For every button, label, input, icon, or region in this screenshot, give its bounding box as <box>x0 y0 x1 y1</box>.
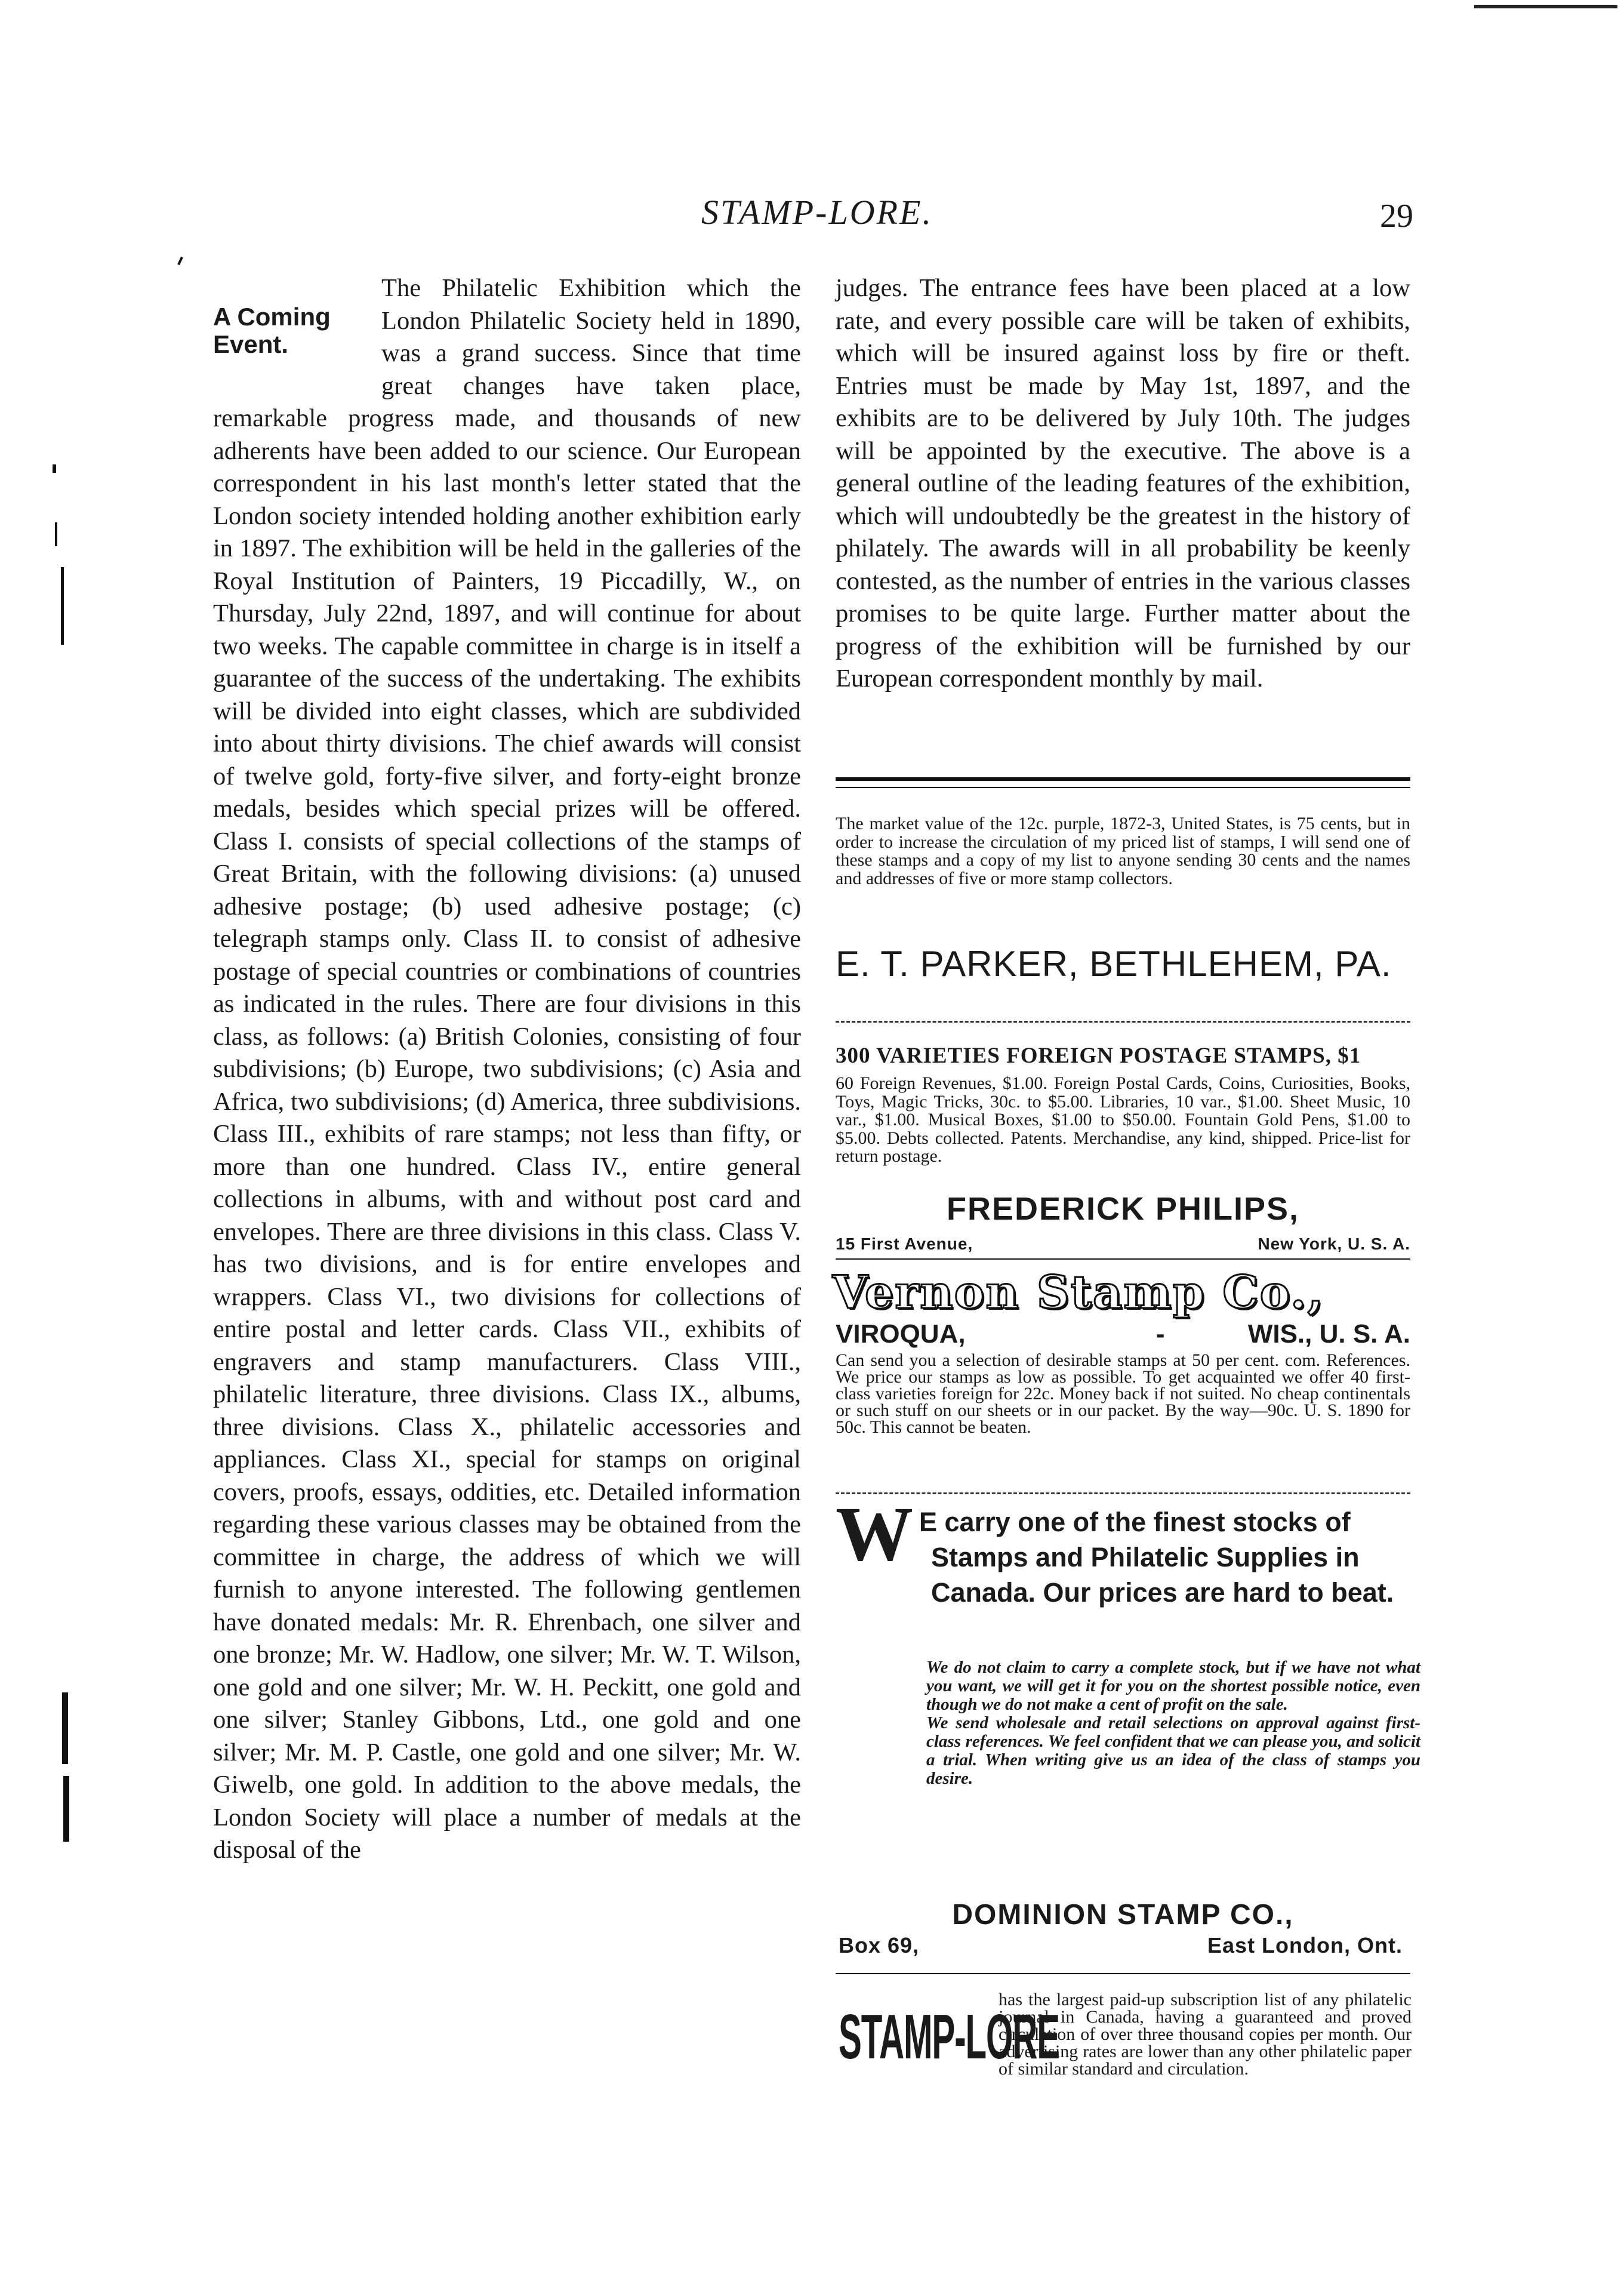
dominion-address-box: Box 69, <box>839 1933 920 1957</box>
parker-ad-body: The market value of the 12c. purple, 1872-3, United States, is 75 cents, but in order to increase the circulation of my priced list of stamps, I will send one of these stamps and a copy of my list to anyone sending 30 cents and the names and addresses of five or more stamp collectors. <box>836 814 1410 888</box>
margin-mark <box>61 567 64 645</box>
philips-address-city: New York, U. S. A. <box>1258 1235 1410 1253</box>
dominion-ad-address <box>839 1933 1403 1958</box>
philips-ad-body: 60 Foreign Revenues, $1.00. Foreign Postal Cards, Coins, Curiosities, Books, Toys, Magic Tricks, 30c. to $5.00. Libraries, 10 var., $1.00. Sheet Music, 10 var., $1.00. Musical Boxes, $1.00 to $50.00. Fountain Gold Pens, $1.00 to $5.00. Debts collected. Patents. Merchandise, any kind, shipped. Price-list for return postage. <box>836 1073 1410 1166</box>
stamplore-ad <box>839 1991 1412 2082</box>
stamplore-logo: STAMP-LORE <box>839 2002 1060 2072</box>
margin-mark <box>62 1692 68 1764</box>
dominion-ad-italic <box>926 1658 1420 1788</box>
top-edge-rule <box>1474 5 1617 8</box>
vernon-address-dash: - <box>1155 1319 1165 1349</box>
article-paragraph-continued: judges. The entrance fees have been placed at a low rate, and every possible care will be taken of exhibits, which will be insured against loss by fire or theft. Entries must be made by May 1st, 1897, and the exhibits are to be delivered by July 10th. The judges will be appointed by the executive. The above is a general outline of the leading features of the exhibition, which will undoubtedly be the greatest in the history of philately. The awards will in all probability be keenly contested, as the number of entries in the various classes promises to be quite large. Further matter about the progress of the exhibition will be furnished by our European correspondent monthly by mail. <box>836 274 1410 692</box>
dominion-address-city: East London, Ont. <box>1207 1933 1403 1957</box>
philips-ad-address <box>836 1235 1410 1254</box>
section-rule <box>836 787 1410 788</box>
philips-ad-text <box>836 1075 1410 1166</box>
article-paragraph: The Philatelic Exhibition which the London Philatelic Society held in 1890, was a grand success. Since that time great changes have taken place, remarkable progress made, and thousands of new adherents have been added to our science. Our European correspondent in his last month's letter stated that the London society intended holding another exhibition early in 1897. The exhibition will be held in the galleries of the Royal Institution of Painters, 19 Piccadilly, W., on Thursday, July 22nd, 1897, and will continue for about two weeks. The capable committee in charge is in itself a guarantee of the success of the undertaking. The exhibits will be divided into eight classes, which are subdivided into about thirty divisions. The chief awards will consist of twelve gold, forty-five silver, and forty-eight bronze medals, besides which special prizes will be offered. Class I. consists of special collections of the stamps of Great Britain, with the following divisions: (a) unused adhesive postage; (b) used adhesive postage; (c) telegraph stamps only. Class II. to consist of adhesive postage of special countries or combinations of countries as indicated in the rules. There are four divisions in this class, as follows: (a) British Colonies, consisting of four subdivisions; (b) Europe, two subdivisions; (c) Asia and Africa, two subdivisions; (d) America, three subdivisions. Class III., exhibits of rare stamps; not less than fifty, or more than one hundred. Class IV., entire general collections in albums, with and without post card and envelopes. There are three divisions in this class. Class V. has two divisions, and is for entire envelopes and wrappers. Class VI., two divisions for collections of entire postal and letter cards. Class VII., exhibits of engravers and stamp manufacturers. Class VIII., philatelic literature, three divisions. Class IX., albums, three divisions. Class X., philatelic accessories and appliances. Class XI., special for stamps on original covers, proofs, essays, oddities, etc. Detailed information regarding these various classes may be obtained from the committee in charge, the address of which we will furnish to anyone interested. The following gentlemen have donated medals: Mr. R. Ehrenbach, one silver and one bronze; Mr. W. Hadlow, one silver; Mr. W. T. Wilson, one gold and one silver; Mr. W. H. Peckitt, one gold and one silver; Stanley Gibbons, Ltd., one gold and one silver; Mr. M. P. Castle, one gold and one silver; Mr. W. Giwelb, one gold. In addition to the above medals, the London Society will place a number of medals at the disposal of the <box>213 274 801 1864</box>
article-right-column <box>836 272 1410 695</box>
dominion-italic-paragraph: We send wholesale and retail selections on approval against first-class references. We feel confident that we can please you, and solicit a trial. When writing give us an idea of the class of stamps you desire. <box>926 1713 1420 1788</box>
dominion-ad-headline <box>836 1491 1410 1610</box>
section-rule <box>836 777 1410 781</box>
margin-mark <box>53 464 56 473</box>
vernon-ad-text <box>836 1352 1410 1436</box>
running-title: STAMP-LORE. <box>701 193 933 232</box>
ad-separator <box>836 1973 1410 1974</box>
margin-mark <box>63 1776 69 1842</box>
philips-ad-headline: 300 VARIETIES FOREIGN POSTAGE STAMPS, $1 <box>836 1044 1361 1068</box>
dominion-headline-rest: Stamps and Philatelic Supplies in Canada. Our prices are hard to beat. <box>931 1542 1394 1608</box>
philips-address-street: 15 First Avenue, <box>836 1235 973 1253</box>
vernon-address-city: VIROQUA, <box>836 1319 966 1349</box>
vernon-ad-body: Can send you a selection of desirable stamps at 50 per cent. com. References. We price our stamps as low as possible. To get acquainted we offer 40 first-class varieties foreign for 22c. Money back if not suited. No cheap continentals or such stuff on our sheets or in our packet. By the way—90c. U. S. 1890 for 50c. This cannot be beaten. <box>836 1350 1410 1437</box>
stamplore-ad-body: has the largest paid-up subscription list of any philatelic journal in Canada, having a guaranteed and proved circulation of over three thousand copies per month. Our advertising rates are lower than any other philatelic paper of similar standard and circulation. <box>999 1990 1412 2079</box>
vernon-address-state: WIS., U. S. A. <box>1247 1319 1410 1349</box>
sidenote-heading: A Coming Event. <box>213 303 331 358</box>
ad-separator <box>836 1021 1410 1023</box>
vernon-ad-name: Vernon Stamp Co., <box>833 1266 1325 1319</box>
philips-ad-name: FREDERICK PHILIPS, <box>946 1191 1300 1227</box>
ad-separator <box>836 1492 1410 1494</box>
page-number: 29 <box>1380 198 1413 235</box>
margin-mark <box>55 522 57 546</box>
article-left-column <box>213 272 801 1867</box>
parker-ad-text <box>836 815 1410 888</box>
vernon-ad-address <box>836 1319 1410 1349</box>
dominion-dropcap: W <box>836 1491 913 1577</box>
parker-ad-name: E. T. PARKER, BETHLEHEM, PA. <box>836 944 1392 984</box>
dominion-headline-first: E carry one of the finest stocks of <box>919 1507 1351 1537</box>
dominion-ad-name: DOMINION STAMP CO., <box>952 1899 1294 1931</box>
ad-separator <box>836 1258 1410 1260</box>
margin-mark <box>177 257 183 265</box>
dominion-italic-paragraph: We do not claim to carry a complete stock, but if we have not what you want, we will get it for you on the shortest possible notice, even though we do not make a cent of profit on the sale. <box>926 1658 1420 1714</box>
